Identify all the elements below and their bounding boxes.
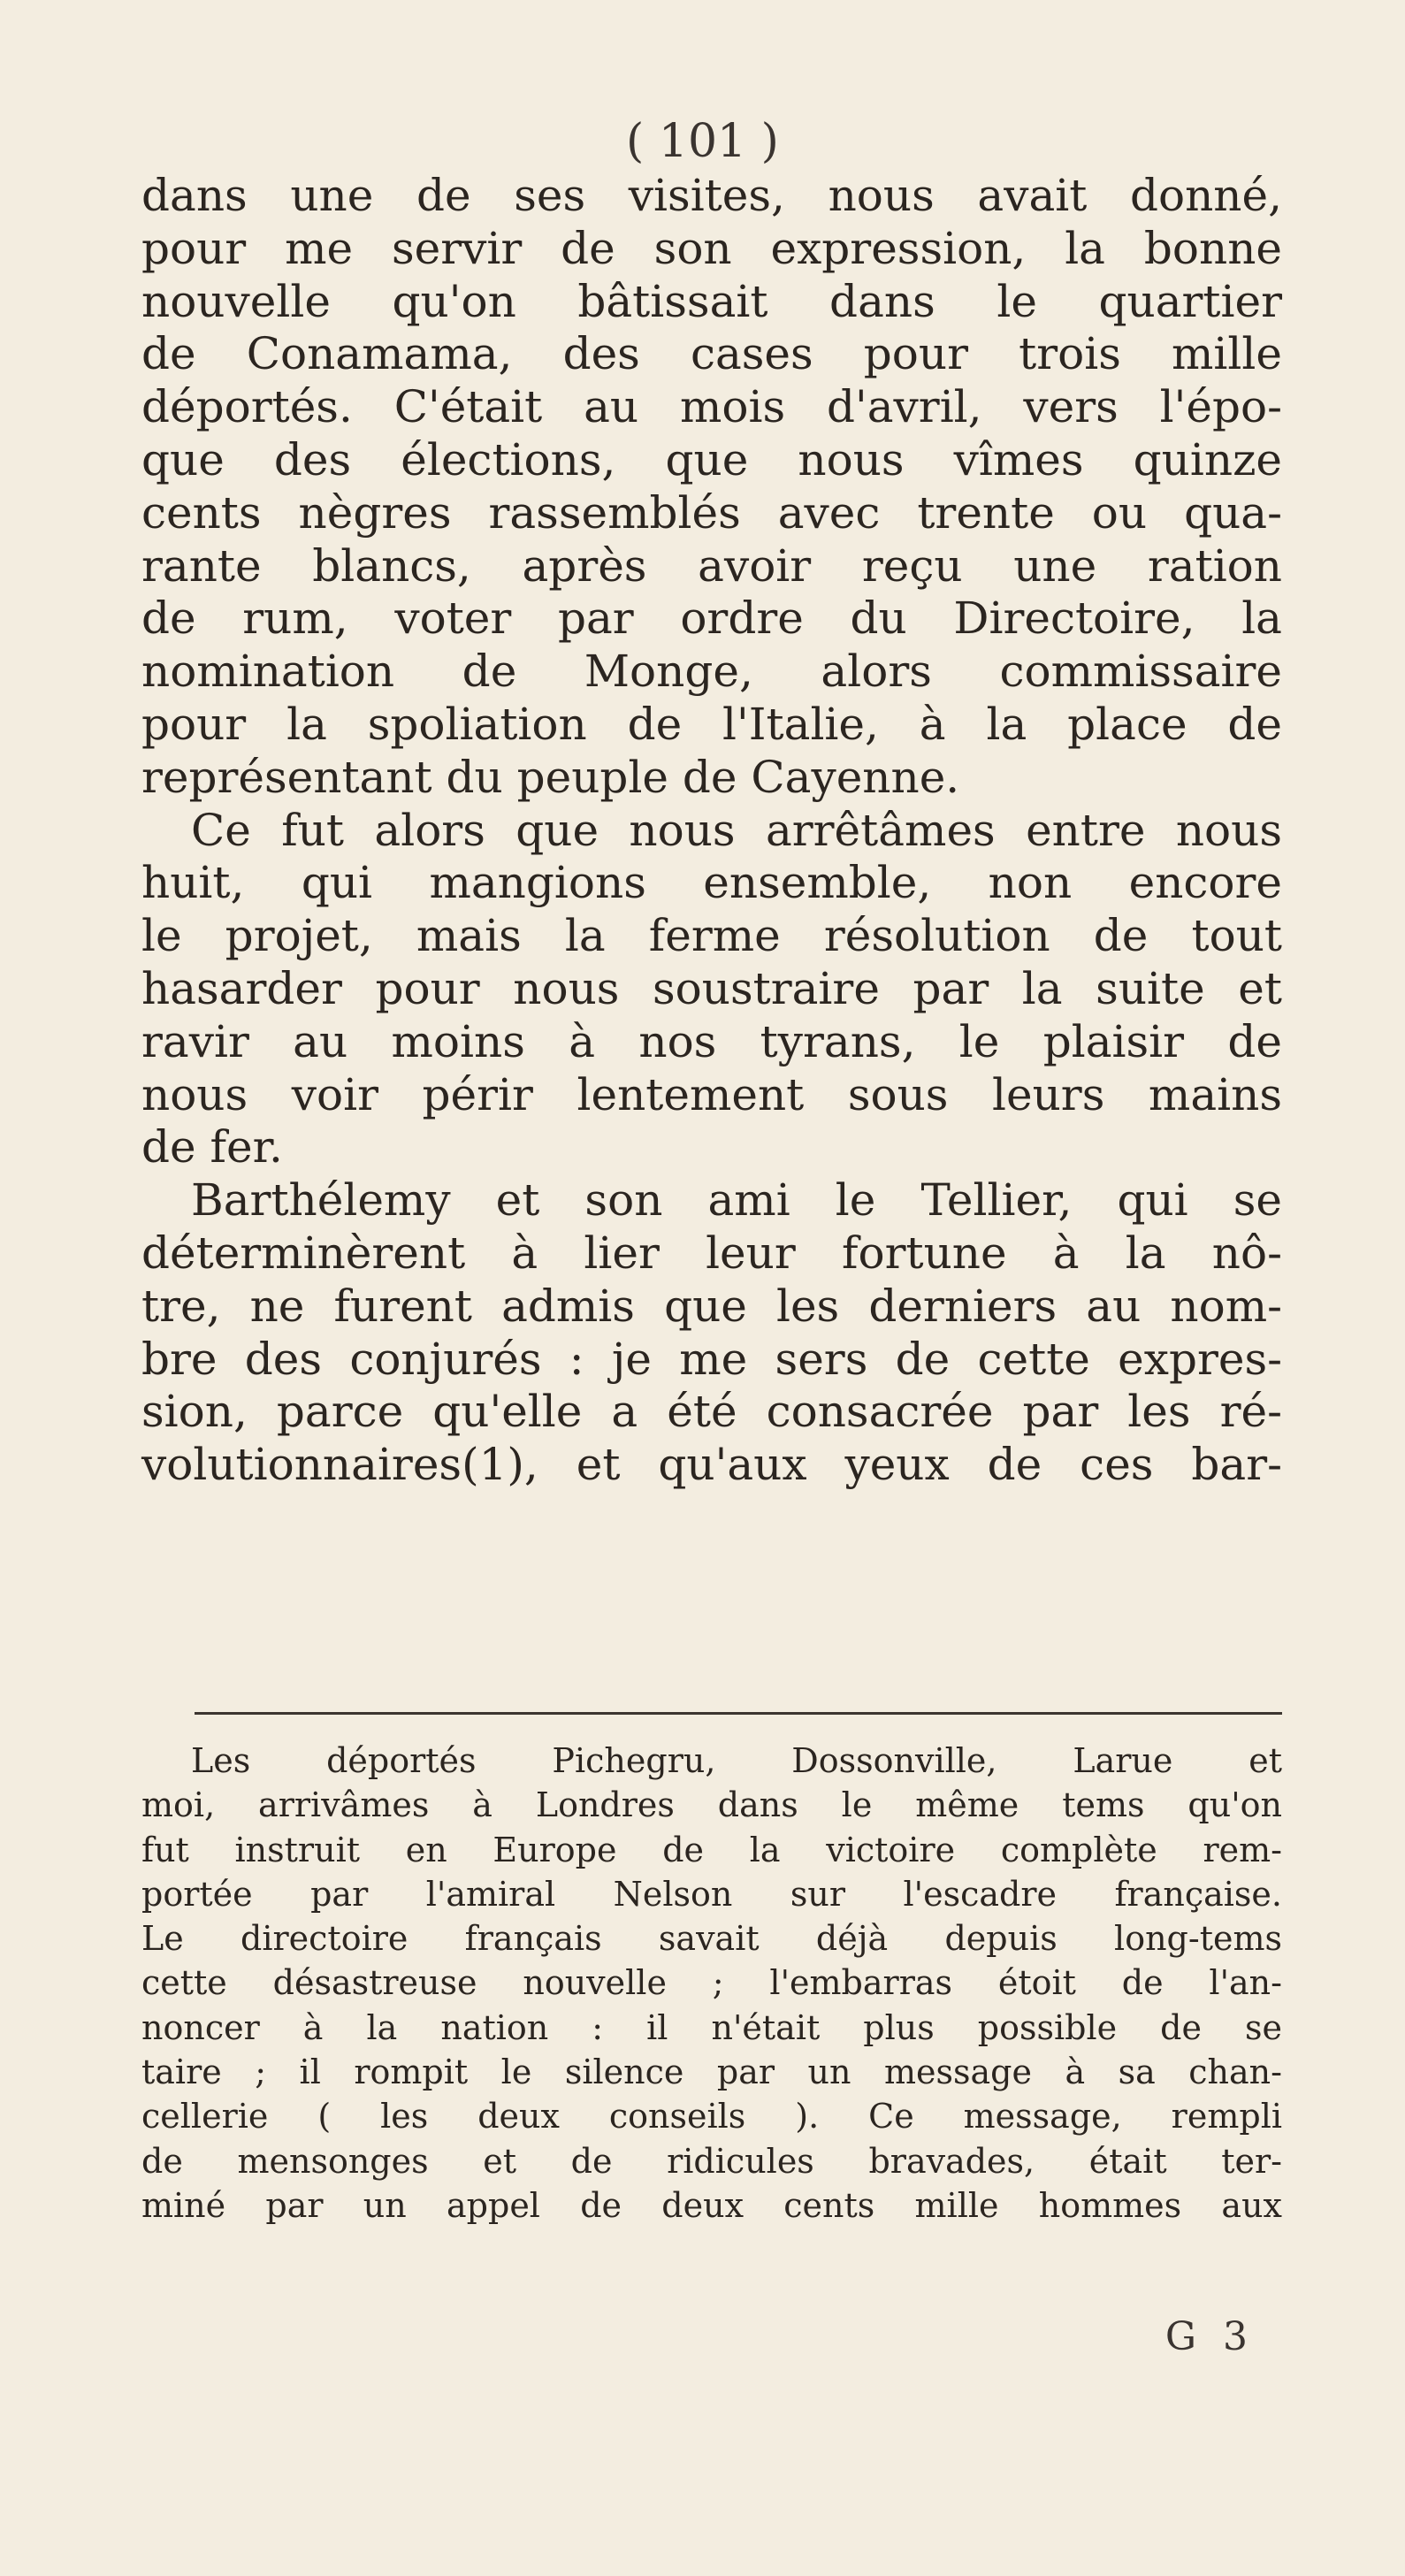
footnote-line: noncer à la nation : il n'était plus possible de se [141, 2007, 1282, 2047]
text-line: nous voir périr lentement sous leurs mains [141, 1068, 1282, 1120]
text-line: dans une de ses visites, nous avait donné, [141, 170, 1282, 221]
text-line: pour me servir de son expression, la bonne [141, 222, 1282, 274]
text-line: tre, ne furent admis que les derniers au nom- [141, 1280, 1282, 1332]
text-line: de fer. [141, 1121, 283, 1173]
footnote-line: fut instruit en Europe de la victoire complète rem- [141, 1830, 1282, 1869]
text-line: représentant du peuple de Cayenne. [141, 751, 960, 803]
text-line: volutionnaires(1), et qu'aux yeux de ces bar- [141, 1439, 1282, 1491]
paragraph-start: Barthélemy et son ami le Tellier, qui se [191, 1174, 1282, 1227]
footnote-line: miné par un appel de deux cents mille hommes aux [141, 2185, 1282, 2225]
text-line: de Conamama, des cases pour trois mille [141, 328, 1282, 380]
text-line: hasarder pour nous soustraire par la suite et [141, 962, 1282, 1014]
page-number: ( 101 ) [626, 115, 779, 168]
text-line: déterminèrent à lier leur fortune à la nô- [141, 1227, 1282, 1279]
footnote-divider [195, 1712, 1282, 1715]
printer-signature-mark: G 3 [1164, 2314, 1255, 2359]
text-line: de rum, voter par ordre du Directoire, la [141, 592, 1282, 645]
footnote-line: de mensonges et de ridicules bravades, était ter- [141, 2141, 1282, 2181]
footnote-line: taire ; il rompit le silence par un message à sa chan- [141, 2052, 1282, 2092]
footnote-line: cette désastreuse nouvelle ; l'embarras étoit de l'an- [141, 1963, 1282, 2003]
text-line: bre des conjurés : je me sers de cette expres- [141, 1333, 1282, 1385]
text-line: huit, qui mangions ensemble, non encore [141, 857, 1282, 909]
text-line: cents nègres rassemblés avec trente ou qua- [141, 486, 1282, 539]
text-line: sion, parce qu'elle a été consacrée par les ré- [141, 1386, 1282, 1438]
text-line: rante blancs, après avoir reçu une ration [141, 539, 1282, 592]
text-line: nouvelle qu'on bâtissait dans le quartier [141, 275, 1282, 327]
paragraph-start: Ce fut alors que nous arrêtâmes entre nous [191, 804, 1282, 856]
text-line: déportés. C'était au mois d'avril, vers l'épo- [141, 381, 1282, 433]
main-text [141, 170, 1282, 1492]
footnote-line: cellerie ( les deux conseils ). Ce message, rempli [141, 2097, 1282, 2136]
footnote-line: portée par l'amiral Nelson sur l'escadre française. [141, 1874, 1282, 1914]
text-line: que des élections, que nous vîmes quinze [141, 433, 1282, 485]
footnote-line: moi, arrivâmes à Londres dans le même tems qu'on [141, 1785, 1282, 1825]
text-line: le projet, mais la ferme résolution de tout [141, 910, 1282, 962]
footnote-line: Le directoire français savait déjà depuis long-tems [141, 1919, 1282, 1959]
text-line: nomination de Monge, alors commissaire [141, 646, 1282, 698]
text-line: pour la spoliation de l'Italie, à la place de [141, 698, 1282, 750]
text-line: ravir au moins à nos tyrans, le plaisir de [141, 1015, 1282, 1067]
footnote-line: Les déportés Pichegru, Dossonville, Larue et [191, 1741, 1282, 1780]
footnote [141, 1739, 1282, 2228]
